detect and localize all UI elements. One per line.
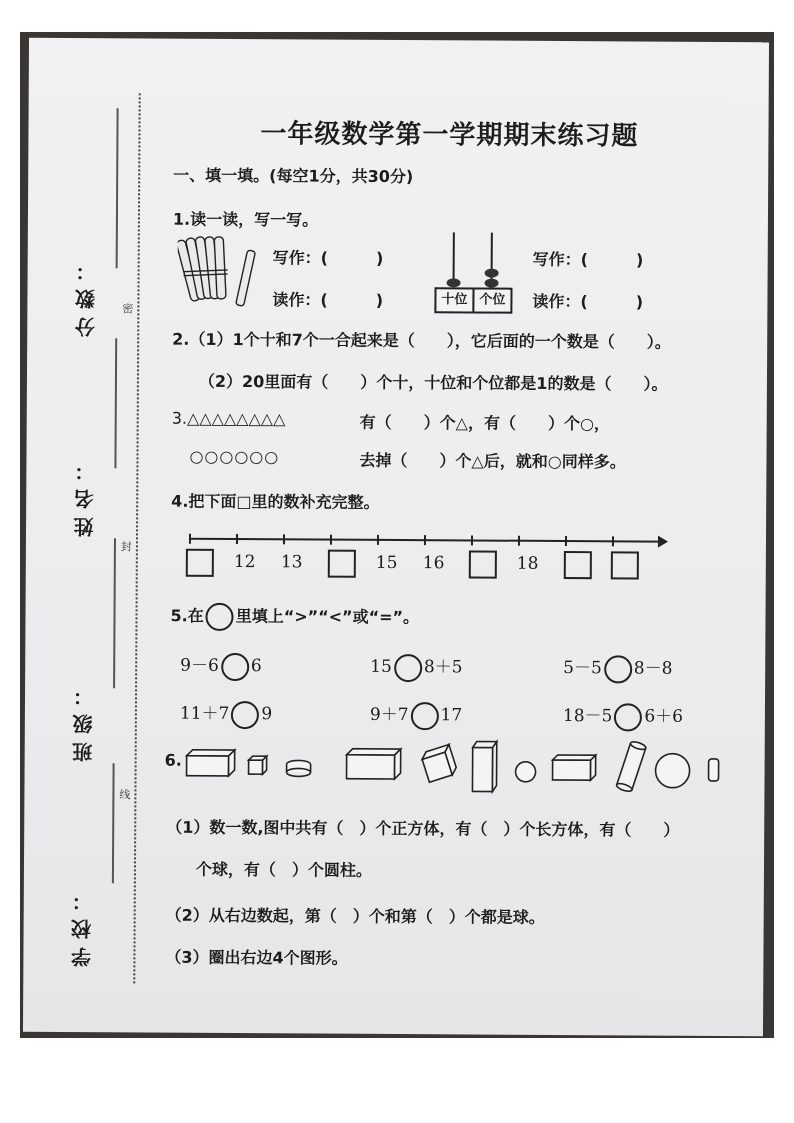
school-label: 学校： [70,883,95,968]
compare-item-4: 11＋7 9 [180,699,272,729]
q5-label-pre: 5.在 [170,606,204,626]
number-box-2[interactable] [328,550,356,578]
answer-circle[interactable] [231,700,259,728]
q1-write-2: 写作：( ) [532,249,644,270]
q6-label: 6. [164,750,182,770]
number-box-5[interactable] [611,551,639,579]
seal-mi: 密 [122,302,134,316]
q3-triangles: 3.△△△△△△△△ [171,408,286,429]
answer-circle[interactable] [394,653,422,681]
ball-icon [655,754,689,788]
class-label: 班级： [71,678,97,763]
compare-item-6: 18－5 6＋6 [563,701,683,731]
number-13: 13 [280,552,303,573]
cube-icon [420,745,458,783]
seal-dotted-line [133,93,140,983]
photo-frame [20,32,774,1038]
number-16: 16 [422,553,445,574]
number-line [189,538,659,543]
compare-circle-icon [206,603,234,631]
school-line [112,763,115,883]
q1-read-2: 读作：( ) [532,291,644,312]
q6-line2: 个球，有（ ）个圆柱。 [195,859,373,880]
number-18: 18 [516,553,539,574]
q6-line3: （2）从右边数起，第（ ）个和第（ ）个都是球。 [165,905,545,927]
page-title: 一年级数学第一学期期末练习题 [260,119,639,152]
q5-label-post: 里填上“>”“<”或“=”。 [235,606,420,627]
number-15: 15 [375,552,398,574]
class-line [113,538,116,688]
q4-label: 4.把下面□里的数补充完整。 [171,491,380,512]
stick-bundle-icon [177,234,262,310]
q2-line2: （2）20里面有（ ）个十，十位和个位都是1的数是（ ）。 [198,371,668,394]
cube-icon [249,756,267,774]
solid-shapes-row [184,734,744,797]
q5-label [170,603,419,633]
answer-circle[interactable] [604,655,632,683]
cylinder-icon [709,759,719,781]
q3-circles: ○○○○○○ [189,446,280,467]
cuboid-icon [187,750,235,776]
abacus [434,230,514,310]
score-label: 分数： [74,253,99,338]
seal-feng: 封 [120,540,132,554]
cuboid-icon [472,741,496,791]
q6-line4: （3）圈出右边4个图形。 [165,947,348,968]
compare-item-1: 9－6 6 [180,651,262,681]
number-box-4[interactable] [564,551,592,579]
q3-line2: 去掉（ ）个△后，就和○同样多。 [359,450,626,472]
number-12: 12 [233,552,256,573]
cuboid-icon [553,755,596,780]
number-box-1[interactable] [186,549,214,577]
q1-write-1: 写作：( ) [272,248,384,268]
cuboid-icon [347,749,401,779]
compare-item-5: 9＋7 17 [370,700,462,730]
q6-line1: （1）数一数,图中共有（ ）个正方体，有（ ）个长方体，有（ ） [166,817,680,840]
name-line [114,338,117,468]
cylinder-icon [616,740,647,792]
seal-xian: 线 [119,788,131,802]
compare-item-2: 15 8＋5 [370,652,462,682]
section1-heading: 一、填一填。(每空1分，共30分) [173,165,414,187]
abacus-tens-label: 十位 [434,287,474,313]
cylinder-icon [287,760,311,776]
compare-item-3: 5－5 8－8 [563,653,672,683]
q1-label: 1.读一读，写一写。 [172,209,319,230]
number-box-3[interactable] [469,550,497,578]
answer-circle[interactable] [221,652,249,680]
name-label: 姓名： [72,453,98,538]
ball-icon [516,762,536,782]
score-line [116,108,119,268]
worksheet-paper [23,38,769,1037]
q1-read-1: 读作：( ) [272,290,384,310]
answer-circle[interactable] [410,702,438,730]
answer-circle[interactable] [614,703,642,731]
q3-line1: 有（ ）个△，有（ ）个○， [359,412,611,434]
q2-line1: 2.（1）1个十和7个一合起来是（ ），它后面的一个数是（ ）。 [172,329,671,352]
abacus-ones-label: 个位 [472,287,512,313]
